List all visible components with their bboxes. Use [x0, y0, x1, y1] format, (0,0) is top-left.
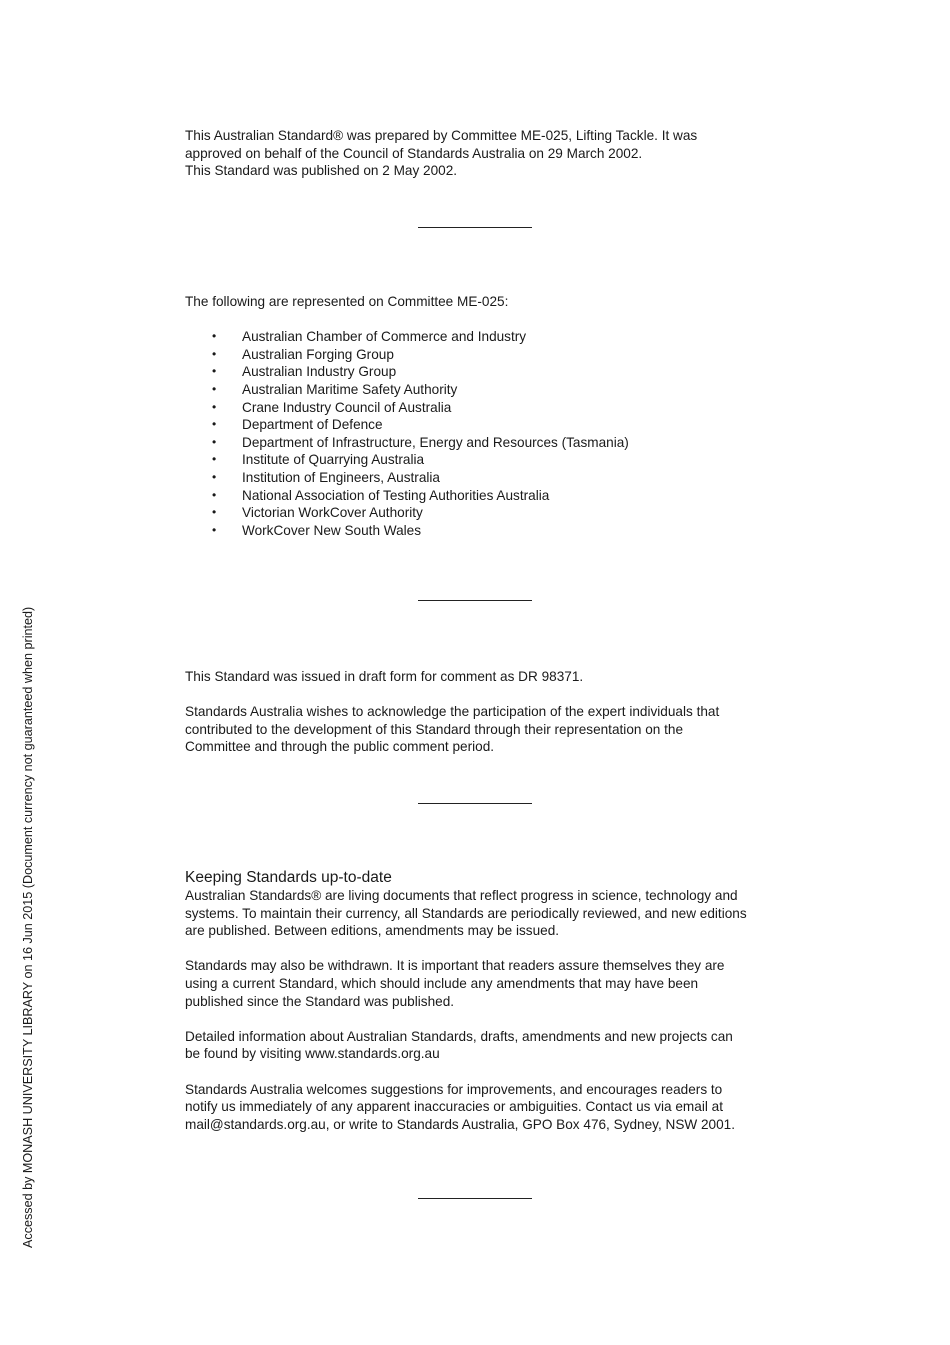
paragraph-line: be found by visiting www.standards.org.au [185, 1046, 440, 1062]
bullet-icon: • [212, 364, 217, 379]
preparation-line: approved on behalf of the Council of Standards Australia on 29 March 2002. [185, 145, 643, 161]
acknowledgement-line: Standards Australia wishes to acknowledge the participation of the expert individuals that [185, 704, 720, 720]
bullet-icon: • [212, 346, 217, 361]
paragraph-line: Australian Standards® are living documents that reflect progress in science, technology and [185, 888, 738, 903]
paragraph-line: notify us immediately of any apparent inaccuracies or ambiguities. Contact us via email at [185, 1099, 723, 1115]
bullet-icon: • [212, 381, 217, 396]
list-item: • Crane Industry Council of Australia [212, 399, 452, 415]
list-item: • WorkCover New South Wales [212, 522, 422, 538]
list-item: • Australian Chamber of Commerce and Industry [212, 329, 527, 345]
paragraph-line: systems. To maintain their currency, all Standards are periodically reviewed, and new editions [185, 905, 747, 921]
list-item: • Victorian WorkCover Authority [212, 505, 423, 521]
bullet-icon: • [212, 452, 217, 467]
committee-section [185, 293, 770, 539]
bullet-icon: • [212, 505, 217, 520]
section-divider [418, 1198, 532, 1199]
publication-line: This Standard was published on 2 May 2002. [185, 163, 458, 179]
bullet-icon: • [212, 329, 217, 344]
preparation-line: This Australian Standard® was prepared by Committee ME-025, Lifting Tackle. It was [185, 128, 698, 143]
acknowledgement-line: contributed to the development of this Standard through their representation on the [185, 721, 684, 737]
section-divider [418, 803, 532, 804]
bullet-icon: • [212, 434, 217, 449]
bullet-icon: • [212, 417, 217, 432]
section-divider [418, 227, 532, 228]
bullet-icon: • [212, 522, 217, 537]
draft-section [185, 668, 770, 756]
uptodate-section [185, 869, 770, 1133]
paragraph-line: using a current Standard, which should include any amendments that may have been [185, 975, 699, 991]
list-item: • Institute of Quarrying Australia [212, 452, 425, 468]
access-watermark: Accessed by MONASH UNIVERSITY LIBRARY on 16 Jun 2015 (Document currency not guaranteed when printed) [21, 606, 35, 1248]
list-item: • Australian Industry Group [212, 364, 397, 380]
bullet-icon: • [212, 399, 217, 414]
acknowledgement-line: Committee and through the public comment period. [185, 739, 495, 755]
bullet-icon: • [212, 487, 217, 502]
committee-member-list [185, 328, 770, 539]
paragraph-line: mail@standards.org.au, or write to Standards Australia, GPO Box 476, Sydney, NSW 2001. [185, 1116, 736, 1132]
list-item: • Australian Maritime Safety Authority [212, 381, 458, 397]
paragraph-line: Standards Australia welcomes suggestions for improvements, and encourages readers to [185, 1081, 723, 1097]
paragraph-line: published since the Standard was published. [185, 993, 455, 1009]
section-divider [418, 600, 532, 601]
bullet-icon: • [212, 469, 217, 484]
paragraph-line: Detailed information about Australian Standards, drafts, amendments and new projects can [185, 1028, 733, 1044]
draft-statement: This Standard was issued in draft form for comment as DR 98371. [185, 669, 584, 684]
list-item: • Australian Forging Group [212, 346, 394, 362]
paragraph-line: Standards may also be withdrawn. It is important that readers assure themselves they are [185, 958, 725, 974]
preparation-statement [185, 127, 770, 180]
section-heading: Keeping Standards up-to-date [185, 869, 392, 886]
list-item: • Department of Defence [212, 417, 383, 433]
paragraph-line: are published. Between editions, amendments may be issued. [185, 923, 560, 939]
list-item: • Institution of Engineers, Australia [212, 469, 440, 485]
list-item: • Department of Infrastructure, Energy and Resources (Tasmania) [212, 434, 629, 450]
committee-intro: The following are represented on Committee ME-025: [185, 294, 509, 309]
list-item: • National Association of Testing Authorities Australia [212, 487, 550, 503]
